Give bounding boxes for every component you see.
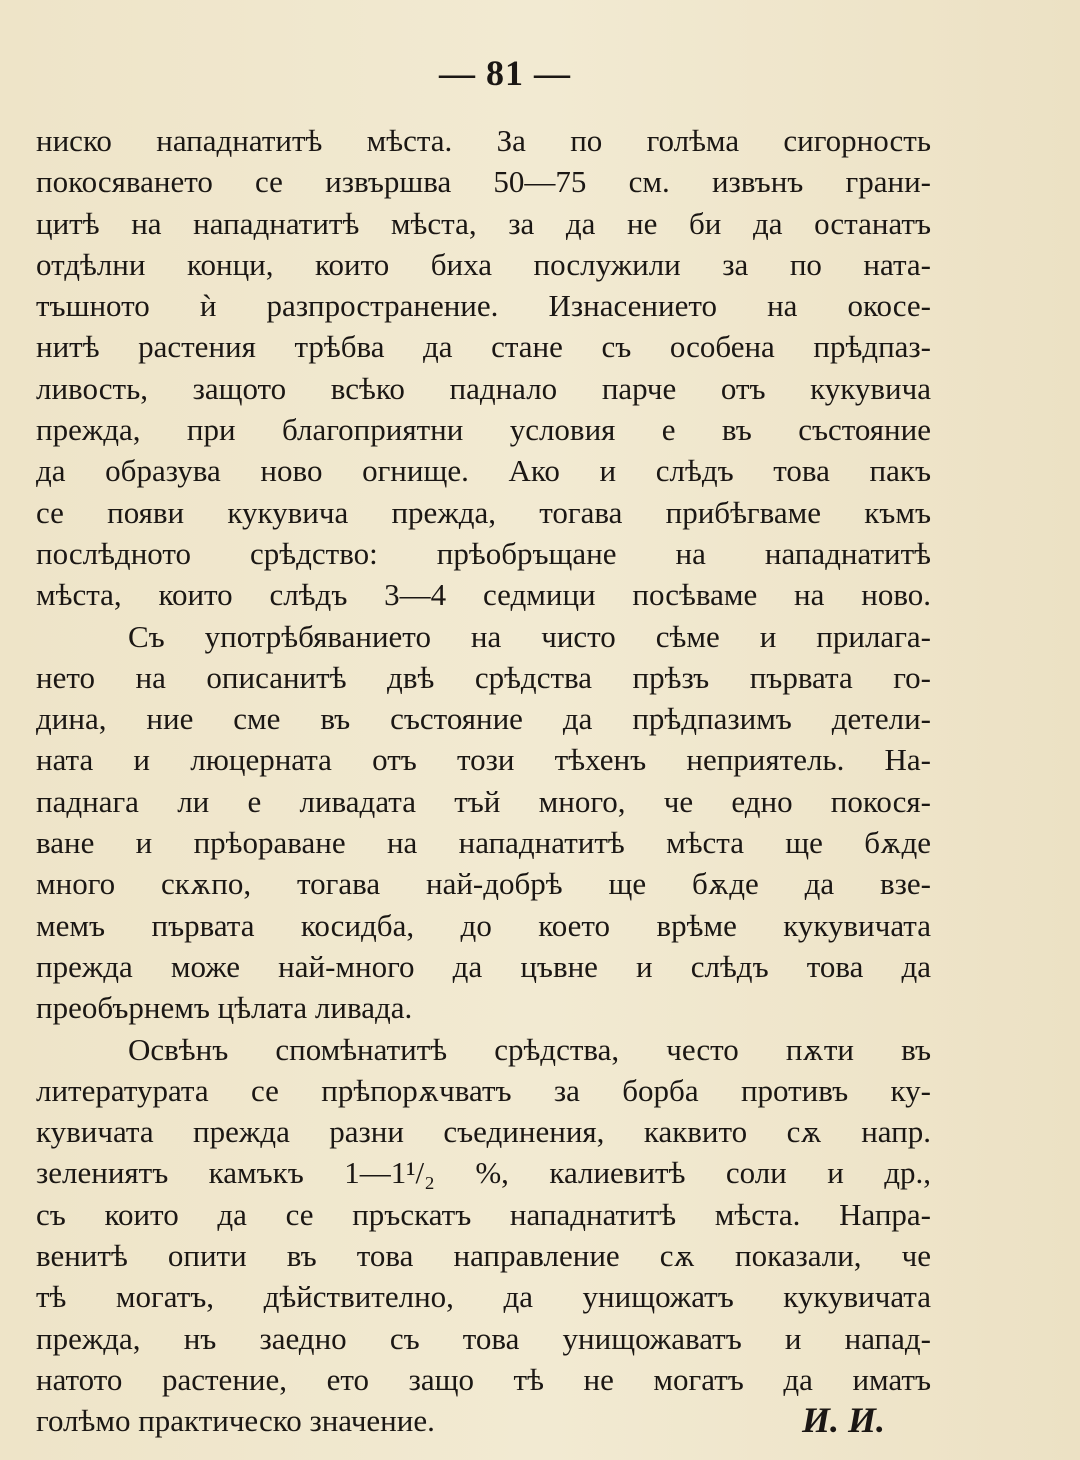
text-line: мемъ първата косидба, до което врѣме кукувичата: [36, 907, 931, 943]
text-line: тъшното ѝ разпространение. Изнасението на окосе-: [36, 288, 931, 324]
paragraph-1: [36, 120, 931, 616]
text-line: се появи кукувича прежда, тогава прибѣгваме къмъ: [36, 494, 931, 530]
text-line: кувичата прежда разни съединения, каквито сѫ напр.: [36, 1114, 931, 1150]
text-line: прежда, при благоприятни условия е въ състояние: [36, 412, 931, 448]
text-line: прежда може най-много да цъвне и слѣдъ това да: [36, 948, 931, 984]
text-line: зелениятъ камъкъ 1—1¹/₂ %, калиевитѣ соли и др.,: [36, 1155, 931, 1191]
text-line: много скѫпо, тогава най-добрѣ ще бѫде да взе-: [36, 866, 931, 902]
text-line: покосяването се извършва 50—75 см. извънъ грани-: [36, 164, 931, 200]
paragraph-3: [36, 1029, 931, 1442]
text-line: Съ употрѣбяванието на чисто сѣме и прилага-: [128, 618, 931, 654]
text-line: да образува ново огнище. Ако и слѣдъ това пакъ: [36, 453, 931, 489]
text-line: венитѣ опити въ това направление сѫ показали, че: [36, 1238, 931, 1274]
text-line: литературата се прѣпорѫчватъ за борба противъ ку-: [36, 1072, 931, 1108]
text-line: нето на описанитѣ двѣ срѣдства прѣзъ първата го-: [36, 659, 931, 695]
text-line: ниско нападнатитѣ мѣста. За по голѣма сигорность: [36, 123, 931, 158]
text-line: дина, ние сме въ състояние да прѣдпазимъ детели-: [36, 701, 931, 737]
text-line: преобърнемъ цѣлата ливада.: [36, 990, 413, 1026]
page-number: — 81 —: [439, 53, 571, 93]
text-line: ната и люцерната отъ този тѣхенъ неприятель. На-: [36, 742, 931, 778]
text-line: нитѣ растения трѣбва да стане съ особена прѣдпаз-: [36, 329, 931, 365]
text-line: голѣмо практическо значение.: [36, 1403, 435, 1439]
text-line: Освѣнъ спомѣнатитѣ срѣдства, често пѫти въ: [128, 1031, 931, 1067]
text-line: ване и прѣораване на нападнатитѣ мѣста ще бѫде: [36, 825, 931, 861]
text-line: съ които да се пръскатъ нападнатитѣ мѣста. Напра-: [36, 1196, 931, 1232]
text-line: прежда, нъ заедно съ това унищожаватъ и напад-: [36, 1320, 931, 1356]
body-text: [36, 120, 931, 1442]
text-line: мѣста, които слѣдъ 3—4 седмици посѣваме на ново.: [36, 577, 931, 613]
text-line: тѣ могатъ, дѣйствително, да унищожатъ кукувичата: [36, 1279, 931, 1315]
final-line: [36, 1400, 931, 1441]
text-line: паднага ли е ливадата тъй много, че едно покося-: [36, 783, 931, 819]
author-signature: И. И.: [801, 1400, 885, 1441]
paragraph-2: [36, 616, 931, 1029]
text-line: натото растение, ето защо тѣ не могатъ да иматъ: [36, 1361, 931, 1397]
text-line: цитѣ на нападнатитѣ мѣста, за да не би да останатъ: [36, 205, 931, 241]
text-line: послѣдното срѣдство: прѣобръщане на нападнатитѣ: [36, 535, 931, 571]
text-line: ливость, защото всѣко паднало парче отъ кукувича: [36, 370, 931, 406]
text-line: отдѣлни конци, които биха послужили за по ната-: [36, 246, 931, 282]
